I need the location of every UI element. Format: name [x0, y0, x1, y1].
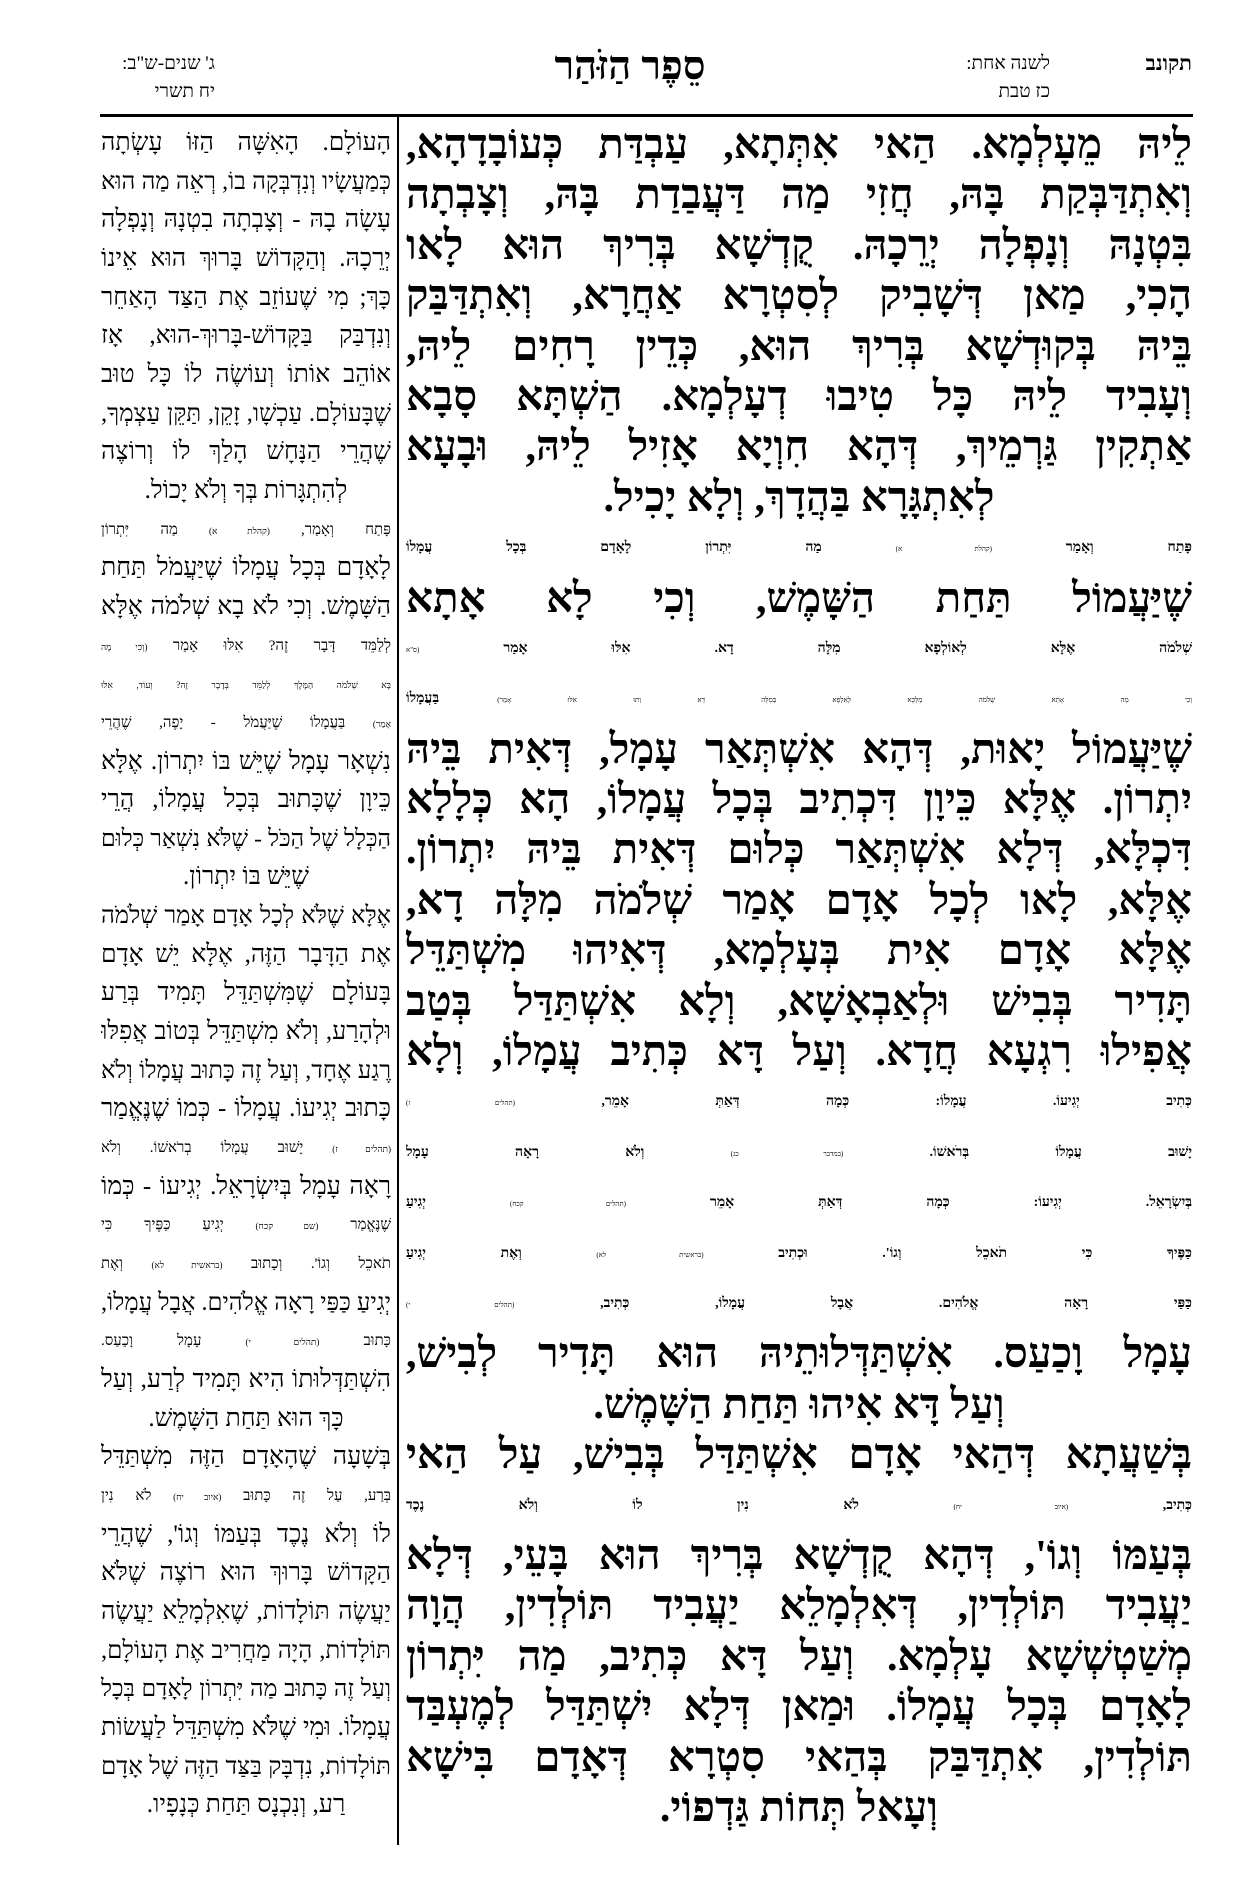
- hebrew-line: [101, 511, 391, 550]
- line-text: כָּךְ הוּא תַּחַת הַשָּׁמֶשׁ.: [148, 1404, 344, 1432]
- book-title: סֵפֶר הַזֹּהַר: [554, 43, 706, 88]
- line-text: רָאָה עָמָל בְּיִשְׂרָאֵל. יְגִיעוֹ - כְּמוֹ: [101, 1172, 391, 1200]
- aramaic-line: [406, 1279, 1192, 1329]
- hebrew-line: [101, 472, 391, 511]
- line-text: דִּכְלָּא, דְּלָא אִשְׁתְּאַר כְּלוּם דְּאִית בֵּיהּ יִתְרוֹן.: [406, 827, 1192, 874]
- line-text: כֵּיוָן שֶׁכָּתוּב בְּכָל עֲמָלוֹ, הֲרֵי: [101, 786, 391, 814]
- hebrew-line: [101, 1632, 391, 1671]
- hebrew-line: [101, 936, 391, 975]
- line-text: לְהִתְגָּרוֹת בְּךָ וְלֹא יָכוֹל.: [144, 476, 348, 504]
- hebrew-line: [101, 1168, 391, 1207]
- aramaic-line: [406, 1380, 1192, 1430]
- hebrew-line: [101, 317, 391, 356]
- aramaic-line: [406, 1733, 1192, 1783]
- line-text: אַתְקִין גַּרְמֵיךְ, דְּהָא חִוְיָא אָזִיל לֵיהּ, וּבָעָא: [406, 424, 1192, 471]
- line-text: לְלַמֵּד דָּבָר זֶה? אִלּוּ אָמַר: [147, 637, 391, 654]
- verse-reference: (וְכִי מָה: [101, 641, 148, 652]
- line-text: בְּשָׁעָה שֶׁהָאָדָם הַזֶּה מִשְׁתַּדֵּל: [101, 1443, 391, 1471]
- verse-reference: (תהלים ז): [332, 1144, 391, 1155]
- hebrew-line: [101, 1206, 391, 1245]
- hebrew-line: [101, 1516, 391, 1555]
- hebrew-line: [101, 549, 391, 588]
- verse-reference: וְכִי מָה אָתָא שְׁלֹמֹה מַלְכָּא לְאַלְפָא בְּמִלָּה דָא וְתוּ אִלּוּ אָמַר): [497, 696, 1192, 705]
- line-text: תּוֹלָדוֹת, הָיָה מַחֲרִיב אֶת הָעוֹלָם,: [101, 1636, 391, 1664]
- hebrew-line: [101, 1748, 391, 1787]
- line-text: יָשׁוּב עֲמָלוֹ בְרֹאשׁוֹ. וְלֹא: [101, 1140, 333, 1157]
- hebrew-line: [101, 1129, 391, 1168]
- aramaic-line: [406, 624, 1192, 674]
- line-text: מַה יִּתְרוֹן לָאָדָם בְּכָל עֲמָלוֹ: [406, 540, 896, 556]
- line-text: הַשָּׁמֶשׁ. וְכִי לֹא בָא שְׁלֹמֹה אֶלָּא: [101, 592, 391, 620]
- line-text: יִתְרוֹן. אֶלָּא כֵּיוָן דִּכְתִיב בְּכָל עֲמָלוֹ, הָא כְּלָלָא: [406, 777, 1192, 824]
- aramaic-line: [406, 322, 1192, 372]
- line-text: כְּמַעֲשָׂיו וְנִדְבְּקָה בוֹ, רְאֵה מַה הוּא: [101, 168, 391, 195]
- line-text: בַּעֲמָלוֹ שֶׁיַּעֲמֹל - יָפֶה, שֶׁהֲרֵי: [101, 714, 373, 731]
- aramaic-line: [406, 170, 1192, 220]
- hebrew-line: [101, 1245, 391, 1284]
- line-text: שֶׁיַּעֲמוֹל יָאוּת, דְּהָא אִשְׁתְּאַר עָמָל, דְּאִית בֵּיהּ: [406, 726, 1192, 773]
- aramaic-line: [406, 674, 1192, 724]
- line-text: כְּתִיב,: [1068, 1497, 1192, 1513]
- aramaic-line: [406, 1632, 1192, 1682]
- aramaic-line: [406, 422, 1192, 472]
- line-text: תּוֹלְדִין, אִתְדַּבַּק בְּהַאי סִטְרָא דְּאָדָם בִּישָׁא: [406, 1734, 1192, 1781]
- line-text: אוֹהֵב אוֹתוֹ וְעוֹשֶׂה לוֹ כָּל טוּב: [101, 360, 391, 388]
- hebrew-line: [101, 433, 391, 472]
- line-text: כַּפַּי רָאָה אֱלֹהִים. אֲבָל עֲמָלוֹ, כְּתִיב,: [514, 1295, 1192, 1311]
- aramaic-line: [406, 1783, 1192, 1833]
- hebrew-line: [101, 1709, 391, 1748]
- line-text: יְגִיעַ כַּפֶּיךָ כִּי: [101, 1217, 256, 1234]
- line-text: יְגִיעַ כַּפַּי רָאָה אֱלֹהִים. אֲבָל עֲמָלוֹ,: [101, 1289, 391, 1316]
- hebrew-line: [101, 1477, 391, 1516]
- hebrew-line: [101, 240, 391, 279]
- one-year-cycle-date: כז טבת: [998, 81, 1050, 102]
- hebrew-line: [101, 1090, 391, 1129]
- line-text: וְאֶת: [101, 1256, 152, 1273]
- header-rule: [100, 114, 1193, 117]
- verse-reference: (איוב יח): [953, 1502, 1069, 1511]
- line-text: אֶת הַדָּבָר הַזֶּה, אֶלָּא יֵשׁ אָדָם: [101, 940, 391, 968]
- aramaic-line: [406, 926, 1192, 976]
- line-text: וּלְהָרַע, וְלֹא מִשְׁתַּדֵּל בְּטוֹב אֲפִלּוּ: [101, 1018, 391, 1046]
- hebrew-line: [101, 743, 391, 782]
- aramaic-line: [406, 221, 1192, 271]
- aramaic-line: [406, 977, 1192, 1027]
- line-text: בְּיִשְׂרָאֵל. יְגִיעוֹ: כְּמָה דְּאַתְּ אָמֵר: [625, 1195, 1192, 1211]
- line-text: וְעַל זֶה כָּתוּב מַה יִּתְרוֹן לָאָדָם בְּכָל: [101, 1676, 391, 1703]
- line-text: הִשְׁתַּדְּלוּתוֹ הִיא תָּמִיד לְרַע, וְעַל: [101, 1366, 391, 1393]
- line-text: וְאִתְדַּבְּקַת בָּהּ, חֲזִי מַה דַּעֲבַדַת בָּהּ, וְצָבְתָה: [406, 172, 1192, 219]
- line-text: אֶלָּא אָדָם אִית בְּעָלְמָא, דְּאִיהוּ מִשְׁתַּדֵּל: [406, 928, 1192, 975]
- verse-reference: (תהלים קכח): [509, 1200, 626, 1209]
- line-text: מְשַׁטְשְׁשָׁא עָלְמָא. וְעַל דָּא כְּתִיב, מַה יִּתְרוֹן: [406, 1633, 1192, 1680]
- verse-reference: (בראשית לא): [596, 1250, 704, 1259]
- line-text: לָאָדָם בְּכָל עֲמָלוֹ. וּמַאן דְּלָא יִשְׁתַּדַּל לְמֶעְבַּד: [406, 1684, 1192, 1731]
- aramaic-column: [406, 120, 1192, 1833]
- aramaic-line: [406, 1481, 1192, 1531]
- line-text: פָּתַח וְאָמַר: [991, 540, 1192, 556]
- line-text: וְעַל דָּא אִיהוּ תַּחַת הַשָּׁמֶשׁ.: [593, 1381, 1005, 1428]
- line-text: פָּתַח וְאָמַר,: [269, 521, 391, 538]
- hebrew-line: [101, 1322, 391, 1361]
- hebrew-line: [101, 665, 391, 704]
- line-text: הָעוֹלָם. הָאִשָּׁה הַזּוֹ עָשְׂתָה: [101, 129, 391, 156]
- aramaic-line: [406, 1682, 1192, 1732]
- aramaic-line: [406, 1178, 1192, 1228]
- verse-reference: אָמַר): [372, 718, 391, 729]
- hebrew-line: [101, 1593, 391, 1632]
- aramaic-line: [406, 372, 1192, 422]
- aramaic-line: [406, 1027, 1192, 1077]
- line-text: בִּטְנָהּ וְנָפְלָה יְרֵכָהּ. קֻדְשָׁא בְּרִיךְ הוּא לָאו: [406, 222, 1192, 269]
- aramaic-line: [406, 120, 1192, 170]
- hebrew-line: [101, 858, 391, 897]
- line-text: לֵיהּ מֵעָלְמָא. הַאי אִתְּתָא, עַבְדַּת כְּעוֹבָדָהָא,: [406, 122, 1192, 168]
- page-code: תקונב: [1145, 51, 1192, 75]
- line-text: עֲמָלוֹ. וּמִי שֶׁלֹּא מִשְׁתַּדֵּל לַעֲשׂוֹת: [101, 1713, 391, 1741]
- hebrew-line: [101, 163, 391, 202]
- three-year-cycle-label: ג' שנים-ש"ב:: [122, 53, 215, 74]
- line-text: יַעֲשֶׂה תּוֹלָדוֹת, שֶׁאִלְמָלֵא יַעֲשֶׂה: [101, 1597, 391, 1625]
- aramaic-line: [406, 1128, 1192, 1178]
- line-text: וְעָאל תְּחוֹת גַּדְפוֹי.: [659, 1784, 939, 1831]
- verse-reference: (תהלים ז): [406, 1099, 515, 1108]
- hebrew-line: [101, 627, 391, 666]
- line-text: כָּתוּב יְגִיעוֹ. עֲמָלוֹ - כְּמוֹ שֶׁנֶּאֱמַר: [101, 1095, 391, 1123]
- aramaic-line: [406, 271, 1192, 321]
- line-text: יְגִיעַ: [406, 1195, 510, 1211]
- line-text: לֹא נִין לוֹ וְלֹא נֶכֶד: [406, 1497, 954, 1513]
- line-text: בֵּיהּ בְּקוּדְשָׁא בְּרִיךְ הוּא, כְּדֵין רָחִים לֵיהּ,: [406, 323, 1192, 370]
- aramaic-line: [406, 725, 1192, 775]
- hebrew-line: [101, 1284, 391, 1323]
- column-divider: [397, 117, 399, 1845]
- hebrew-line: [101, 1438, 391, 1477]
- hebrew-line: [101, 820, 391, 859]
- hebrew-line: [101, 1400, 391, 1439]
- aramaic-line: [406, 1077, 1192, 1127]
- line-text: שְׁלֹמֹה אֶלָּא לְאוֹלְפָא מִלָּה דָא. אִלּוּ אָמַר: [419, 640, 1192, 656]
- line-text: לְאִתְגָּרָא בַּהֲדָךְ, וְלָא יָכִיל.: [603, 474, 995, 521]
- line-text: וְלֹא רָאָה עָמָל: [406, 1144, 731, 1160]
- hebrew-line: [101, 1013, 391, 1052]
- line-text: שֶׁנֶּאֱמַר: [318, 1217, 391, 1234]
- line-text: מַה יִּתְרוֹן: [101, 521, 210, 538]
- line-text: בְּרַע, עַל זֶה כָּתוּב: [221, 1487, 391, 1504]
- verse-reference: (שם קכח): [255, 1221, 319, 1232]
- line-text: לָאָדָם בְּכָל עֲמָלוֹ שֶׁיַּעֲמֹל תַּחַת: [101, 554, 391, 582]
- line-text: עָמָל וָכַעַס.: [101, 1333, 246, 1350]
- hebrew-line: [101, 1786, 391, 1825]
- hebrew-line: [101, 1361, 391, 1400]
- hebrew-line: [101, 395, 391, 434]
- aramaic-line: [406, 1531, 1192, 1581]
- line-text: שֶׁיֵּשׁ בּוֹ יִתְרוֹן.: [182, 863, 309, 891]
- verse-reference: (במדבר כג): [730, 1149, 844, 1158]
- line-text: הַקָּדוֹשׁ בָּרוּךְ הוּא רוֹצֶה שֶׁלֹּא: [101, 1559, 391, 1587]
- line-text: לֹא נִין: [101, 1487, 174, 1504]
- line-text: הַכְּלָל שֶׁל הַכֹּל - שֶׁלֹּא נִשְׁאַר כְּלוּם: [101, 825, 391, 852]
- aramaic-line: [406, 473, 1192, 523]
- line-text: וְנִדְבַּק בַּקָּדוֹשׁ-בָּרוּךְ-הוּא, אָז: [101, 322, 391, 350]
- aramaic-line: [406, 1581, 1192, 1631]
- three-year-cycle-date: יח תשרי: [154, 81, 215, 102]
- hebrew-line: [101, 201, 391, 240]
- line-text: כָּךְ; מִי שֶׁעוֹזֵב אֶת הַצַּד הָאַחֵר: [101, 283, 391, 311]
- line-text: תּוֹלָדוֹת, נִדְבָּק בַּצַּד הַזֶּה שֶׁל אָדָם: [101, 1752, 391, 1780]
- aramaic-line: [406, 523, 1192, 573]
- line-text: שֶׁיַּעֲמוֹל תַּחַת הַשָּׁמֶשׁ, וְכִי לָא אָתָא: [406, 575, 1192, 622]
- hebrew-line: [101, 897, 391, 936]
- line-text: עָמָל וָכַעַס. אִשְׁתַּדְּלוּתֵיהּ הוּא תָּדִיר לְבִישׁ,: [406, 1331, 1192, 1378]
- verse-reference: בָּא שְׁלֹמֹה הַמֶּלֶךְ לְלַמֵּד בְּדָבָר זֶה? וְעוֹד, אִלּוּ: [101, 680, 391, 691]
- line-text: כַּפֶּיךָ כִּי תֹאכֵל וְגוֹ'. וּכְתִיב: [703, 1245, 1192, 1261]
- verse-reference: (בראשית לא): [151, 1260, 223, 1271]
- line-text: עָשָׂה בָהּ - וְצָבְתָה בִטְנָהּ וְנָפְלָה: [101, 206, 391, 234]
- hebrew-line: [101, 124, 391, 163]
- line-text: בַּעֲמָלוֹ: [406, 691, 498, 707]
- verse-reference: (ס"א: [406, 645, 420, 654]
- hebrew-line: [101, 974, 391, 1013]
- line-text: יָשׁוּב עֲמָלוֹ בְּרֹאשׁוֹ.: [843, 1144, 1192, 1160]
- line-text: לוֹ וְלֹא נֶכֶד בְּעַמּוֹ וְגוֹ', שֶׁהֲרֵי: [101, 1520, 391, 1548]
- hebrew-translation-column: [101, 124, 391, 1825]
- line-text: יַעֲבִיד תּוֹלְדִין, דְּאִלְמָלֵא יַעֲבִיד תּוֹלְדִין, הֲוָה: [406, 1583, 1192, 1630]
- aramaic-line: [406, 1329, 1192, 1379]
- one-year-cycle-label: לשנה אחת:: [966, 53, 1050, 74]
- line-text: שֶׁהֲרֵי הַנָּחָשׁ הָלַךְ לוֹ וְרוֹצֶה: [101, 438, 391, 466]
- hebrew-line: [101, 704, 391, 743]
- hebrew-line: [101, 1670, 391, 1709]
- line-text: שֶׁבָּעוֹלָם. עַכְשָׁו, זָקֵן, תַּקֵּן עַצְמְךָ,: [101, 399, 391, 427]
- line-text: וְאֶת יְגִיעַ: [406, 1245, 597, 1261]
- line-text: בְּשַׁעֲתָא דְּהַאי אָדָם אִשְׁתַּדַּל בְּבִישׁ, עַל הַאי: [406, 1432, 1192, 1479]
- hebrew-line: [101, 1554, 391, 1593]
- verse-reference: (איוב יח): [173, 1491, 222, 1502]
- hebrew-line: [101, 781, 391, 820]
- line-text: רֶגַע אֶחָד, וְעַל זֶה כָּתוּב עֲמָלוֹ וְלֹא: [101, 1057, 391, 1084]
- aramaic-line: [406, 775, 1192, 825]
- verse-reference: (קהלת א): [209, 525, 270, 536]
- hebrew-line: [101, 356, 391, 395]
- line-text: נִשְׁאָר עָמָל שֶׁיֵּשׁ בּוֹ יִתְרוֹן. אֶלָּא: [101, 747, 391, 775]
- line-text: וְעָבִיד לֵיהּ כָּל טִיבוּ דְעָלְמָא. הַשְׁתָּא סָבָא: [406, 373, 1192, 420]
- line-text: תֹאכֵל וְגוֹ'. וְכָתוּב: [222, 1256, 391, 1273]
- aramaic-line: [406, 1430, 1192, 1480]
- aramaic-line: [406, 825, 1192, 875]
- line-text: יְרֵכָהּ. וְהַקָּדוֹשׁ בָּרוּךְ הוּא אֵינוֹ: [101, 244, 391, 272]
- line-text: תָּדִיר בְּבִישׁ וּלְאַבְאָשָׁא, וְלָא אִשְׁתַּדַּל בְּטַב: [406, 978, 1192, 1025]
- aramaic-line: [406, 1229, 1192, 1279]
- line-text: הָכִי, מַאן דְּשָׁבִיק לְסִטְרָא אַחֲרָא, וְאִתְדַּבַּק: [406, 273, 1192, 320]
- line-text: בָּעוֹלָם שֶׁמִּשְׁתַּדֵּל תָּמִיד בְּרַע: [101, 979, 391, 1007]
- line-text: בְּעַמּוֹ וְגוֹ', דְּהָא קֻדְשָׁא בְּרִיךְ הוּא בָּעֵי, דְּלָא: [406, 1532, 1192, 1579]
- hebrew-line: [101, 279, 391, 318]
- line-text: כְּתִיב יְגִיעוֹ. עֲמָלוֹ: כְּמָה דְּאַתְּ אָמֵר,: [515, 1094, 1192, 1110]
- verse-reference: (קהלת א): [895, 545, 992, 554]
- verse-reference: (תהלים י): [245, 1337, 320, 1348]
- verse-reference: (תהלים י): [406, 1300, 515, 1309]
- line-text: אֶלָּא, לָאו לְכָל אָדָם אָמַר שְׁלֹמֹה מִלָּה דָא,: [406, 877, 1192, 924]
- aramaic-line: [406, 574, 1192, 624]
- line-text: אֲפִילוּ רִגְעָא חֲדָא. וְעַל דָּא כְּתִיב עֲמָלוֹ, וְלָא: [406, 1029, 1192, 1076]
- hebrew-line: [101, 588, 391, 627]
- line-text: אֶלָּא שֶׁלֹּא לְכָל אָדָם אָמַר שְׁלֹמֹה: [101, 903, 391, 930]
- hebrew-line: [101, 1052, 391, 1091]
- line-text: כָּתוּב: [319, 1333, 391, 1350]
- line-text: רַע, וְנִכְנָס תַּחַת כְּנָפָיו.: [146, 1791, 346, 1819]
- aramaic-line: [406, 876, 1192, 926]
